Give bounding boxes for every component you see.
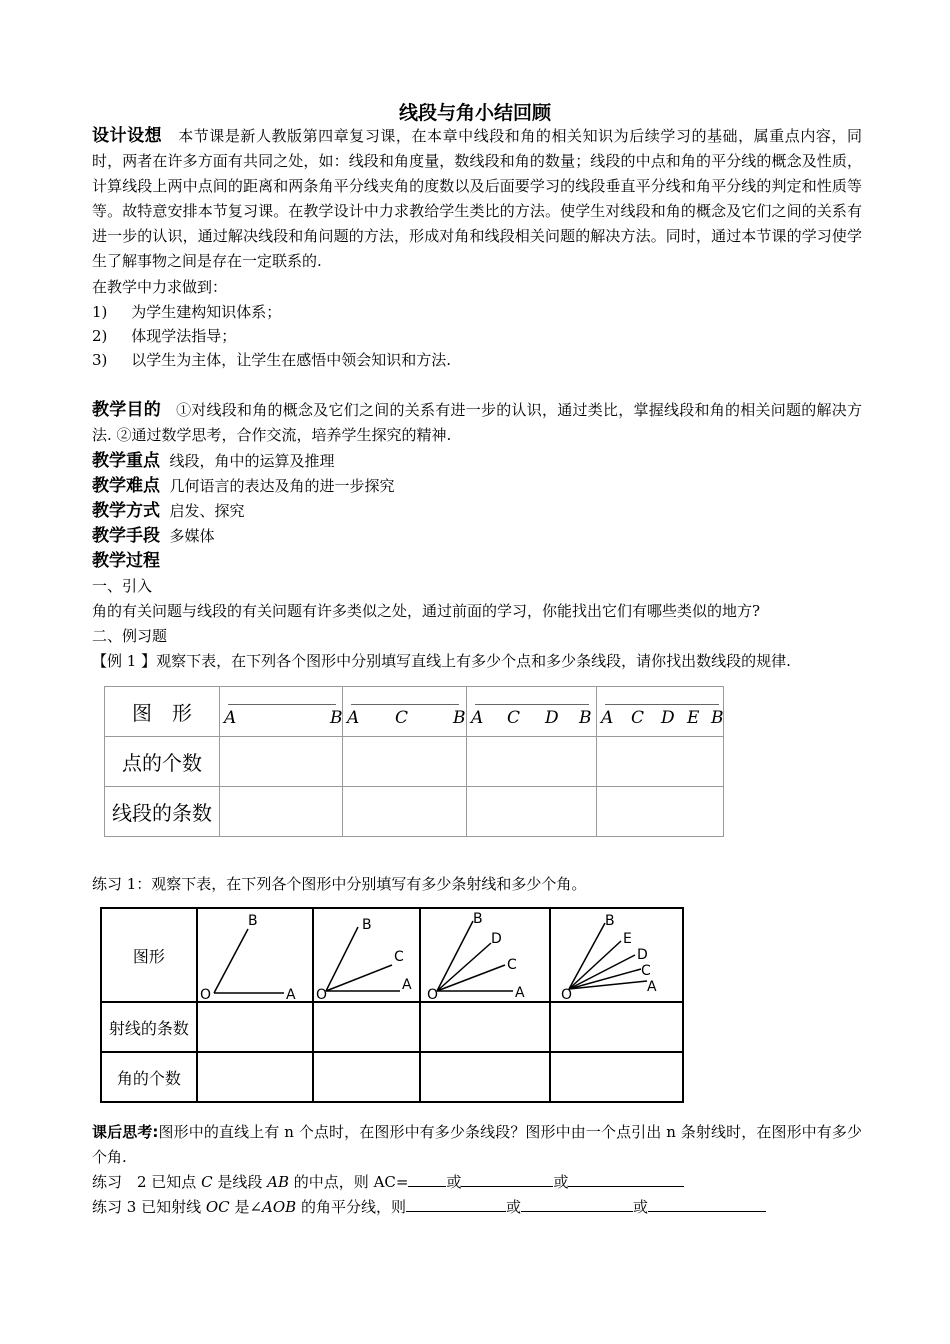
section1-text: 角的有关问题与线段的有关问题有许多类似之处，通过前面的学习，你能找出它们有哪些类似的地方? <box>92 602 761 620</box>
point-label: A <box>515 985 525 1001</box>
row-label-segments: 线段的条数 <box>105 787 220 837</box>
ray-symbol: OC <box>205 1198 230 1216</box>
afterthought-paragraph <box>92 1120 862 1170</box>
angle-table <box>100 907 684 1103</box>
angle-figure-3 <box>420 908 550 1002</box>
practice3-suffix: 的角平分线，则 <box>300 1198 406 1216</box>
point-label: O <box>316 987 328 1001</box>
means-heading: 教学手段 <box>92 526 160 546</box>
point-label: E <box>623 931 632 947</box>
practice2-mid: 是线段 <box>217 1173 263 1191</box>
row-label-angles: 角的个数 <box>101 1052 197 1102</box>
item-number: 1) <box>92 303 108 321</box>
or-text: 或 <box>446 1173 462 1191</box>
point-symbol: C <box>201 1173 213 1191</box>
design-text: 本节课是新人教版第四章复习课，在本章中线段和角的相关知识为后续学习的基础，属重点内容，同时，两者在许多方面有共同之处，如：线段和角度量，数线段和角的数量；线段的中点和角的平分线的概念及性质，计算线段上两中点间的距离和两条角平分线夹角的度数以及后面要学习的线段垂直平分线和角平分线的判定和性质等等。故特意安排本节复习课。在教学设计中力求教给学生类比的方法。使学生对线段和角的概念及它们之间的关系有进一步的认识，通过解决线段和角问题的方法，形成对角和线段相关问题的解决方法。同时，通过本节课的学习使学生了解事物之间是存在一定联系的. <box>92 127 862 270</box>
answer-blank[interactable] <box>461 1170 553 1187</box>
point-label: C <box>641 963 651 979</box>
answer-cell[interactable] <box>220 737 343 787</box>
point-label: O <box>561 987 573 1001</box>
angle-figure-1 <box>197 908 314 1002</box>
afterthought-text: 图形中的直线上有 n 个点时，在图形中有多少条线段？图形中由一个点引出 n 条射线时，在图形中有多少个角. <box>92 1123 862 1166</box>
design-heading: 设计设想 <box>92 126 163 146</box>
point-label: C <box>507 707 521 728</box>
row-label-figure: 图 形 <box>105 687 220 737</box>
angle-figure-4 <box>550 908 683 1002</box>
or-text: 或 <box>553 1173 569 1191</box>
row-label-rays: 射线的条数 <box>101 1002 197 1052</box>
angle-diagram <box>551 909 681 1001</box>
section2-heading: 二、例习题 <box>92 627 168 645</box>
answer-cell[interactable] <box>597 737 724 787</box>
row-label-points: 点的个数 <box>105 737 220 787</box>
point-label: B <box>473 911 483 927</box>
answer-cell[interactable] <box>420 1002 550 1052</box>
key-point-line <box>92 449 335 473</box>
point-label: B <box>711 707 724 728</box>
answer-blank[interactable] <box>408 1170 446 1187</box>
segment-figure-3 <box>467 687 597 737</box>
point-label: O <box>427 987 439 1001</box>
method-heading: 教学方式 <box>92 501 160 521</box>
example1-text: 【例 1 】观察下表，在下列各个图形中分别填写直线上有多少个点和多少条线段，请你找出数线段的规律. <box>92 652 791 670</box>
design-intro: 在教学中力求做到： <box>92 278 228 296</box>
item-text: 为学生建构知识体系； <box>131 303 282 321</box>
point-label: A <box>347 707 360 728</box>
practice3-prefix: 练习 3 已知射线 <box>92 1198 202 1216</box>
page-title: 线段与角小结回顾 <box>398 102 551 124</box>
point-label: B <box>362 917 373 933</box>
answer-cell[interactable] <box>550 1052 683 1102</box>
process-heading: 教学过程 <box>92 551 160 571</box>
angle-diagram <box>198 909 312 1001</box>
angle-symbol: AOB <box>262 1198 297 1216</box>
answer-cell[interactable] <box>313 1002 420 1052</box>
answer-blank[interactable] <box>406 1195 506 1212</box>
design-paragraph <box>92 124 862 274</box>
method-line <box>92 499 245 523</box>
point-label: O <box>199 987 211 1001</box>
row-label-figure: 图形 <box>101 908 197 1002</box>
angle-figure-2 <box>313 908 420 1002</box>
goals-heading: 教学目的 <box>92 400 161 420</box>
item-number: 3) <box>92 351 108 369</box>
answer-cell[interactable] <box>220 787 343 837</box>
point-label: D <box>637 947 648 963</box>
item-text: 体现学法指导； <box>131 327 237 345</box>
point-label: C <box>394 949 405 965</box>
point-label: A <box>285 987 296 1001</box>
segment-figure-4 <box>597 687 724 737</box>
point-label: C <box>507 957 517 973</box>
process-line <box>92 549 160 573</box>
point-label: A <box>647 979 657 995</box>
answer-blank[interactable] <box>648 1195 766 1212</box>
or-text: 或 <box>632 1198 648 1216</box>
segment-figure-2 <box>343 687 467 737</box>
design-item-1 <box>92 300 281 324</box>
answer-cell[interactable] <box>467 737 597 787</box>
answer-cell[interactable] <box>197 1002 314 1052</box>
point-label: A <box>224 707 237 728</box>
or-text: 或 <box>505 1198 521 1216</box>
means-line <box>92 524 215 548</box>
point-label: C <box>631 707 645 728</box>
angle-diagram <box>421 909 548 1001</box>
point-label: A <box>471 707 484 728</box>
difficulty-heading: 教学难点 <box>92 476 160 496</box>
goals-paragraph <box>92 398 862 448</box>
item-text: 以学生为主体，让学生在感悟中领会知识和方法. <box>131 351 452 369</box>
practice2-line <box>92 1170 684 1194</box>
practice3-mid: 是∠ <box>234 1198 263 1216</box>
point-label: B <box>605 913 615 929</box>
point-label: B <box>247 913 258 929</box>
angle-diagram <box>314 909 418 1001</box>
answer-blank[interactable] <box>568 1170 684 1187</box>
item-number: 2) <box>92 327 108 345</box>
point-label: C <box>395 707 409 728</box>
answer-cell[interactable] <box>197 1052 314 1102</box>
point-label: B <box>453 707 466 728</box>
practice2-prefix: 练习 2 已知点 <box>92 1173 197 1191</box>
answer-cell[interactable] <box>420 1052 550 1102</box>
point-label: A <box>402 977 413 993</box>
answer-cell[interactable] <box>313 1052 420 1102</box>
key-point-text: 线段，角中的运算及推理 <box>169 452 335 470</box>
section1-heading: 一、引入 <box>92 577 153 595</box>
difficulty-text: 几何语言的表达及角的进一步探究 <box>169 477 395 495</box>
answer-cell[interactable] <box>343 787 467 837</box>
afterthought-heading: 课后思考: <box>92 1123 159 1141</box>
answer-cell[interactable] <box>343 737 467 787</box>
segment-figure-1 <box>220 687 343 737</box>
practice1-text: 练习 1：观察下表，在下列各个图形中分别填写有多少条射线和多少个角。 <box>92 875 587 893</box>
method-text: 启发、探究 <box>169 502 245 520</box>
key-point-heading: 教学重点 <box>92 451 160 471</box>
answer-blank[interactable] <box>521 1195 633 1212</box>
design-item-2 <box>92 324 236 348</box>
point-label: E <box>687 707 700 728</box>
segment-symbol: AB <box>267 1173 290 1191</box>
design-item-3 <box>92 348 451 372</box>
practice3-line <box>92 1195 766 1219</box>
point-label: D <box>661 707 675 728</box>
answer-cell[interactable] <box>550 1002 683 1052</box>
goals-text: ①对线段和角的概念及它们之间的关系有进一步的认识，通过类比，掌握线段和角的相关问题的解决方法. ②通过数学思考，合作交流，培养学生探究的精神. <box>92 401 862 444</box>
point-label: A <box>601 707 614 728</box>
point-label: D <box>545 707 559 728</box>
point-label: B <box>579 707 592 728</box>
segment-table <box>104 686 724 837</box>
point-label: D <box>491 931 502 947</box>
difficulty-line <box>92 474 395 498</box>
answer-cell[interactable] <box>467 787 597 837</box>
answer-cell[interactable] <box>597 787 724 837</box>
means-text: 多媒体 <box>169 527 215 545</box>
practice2-suffix: 的中点，则 AC= <box>293 1173 409 1191</box>
point-label: B <box>330 707 343 728</box>
